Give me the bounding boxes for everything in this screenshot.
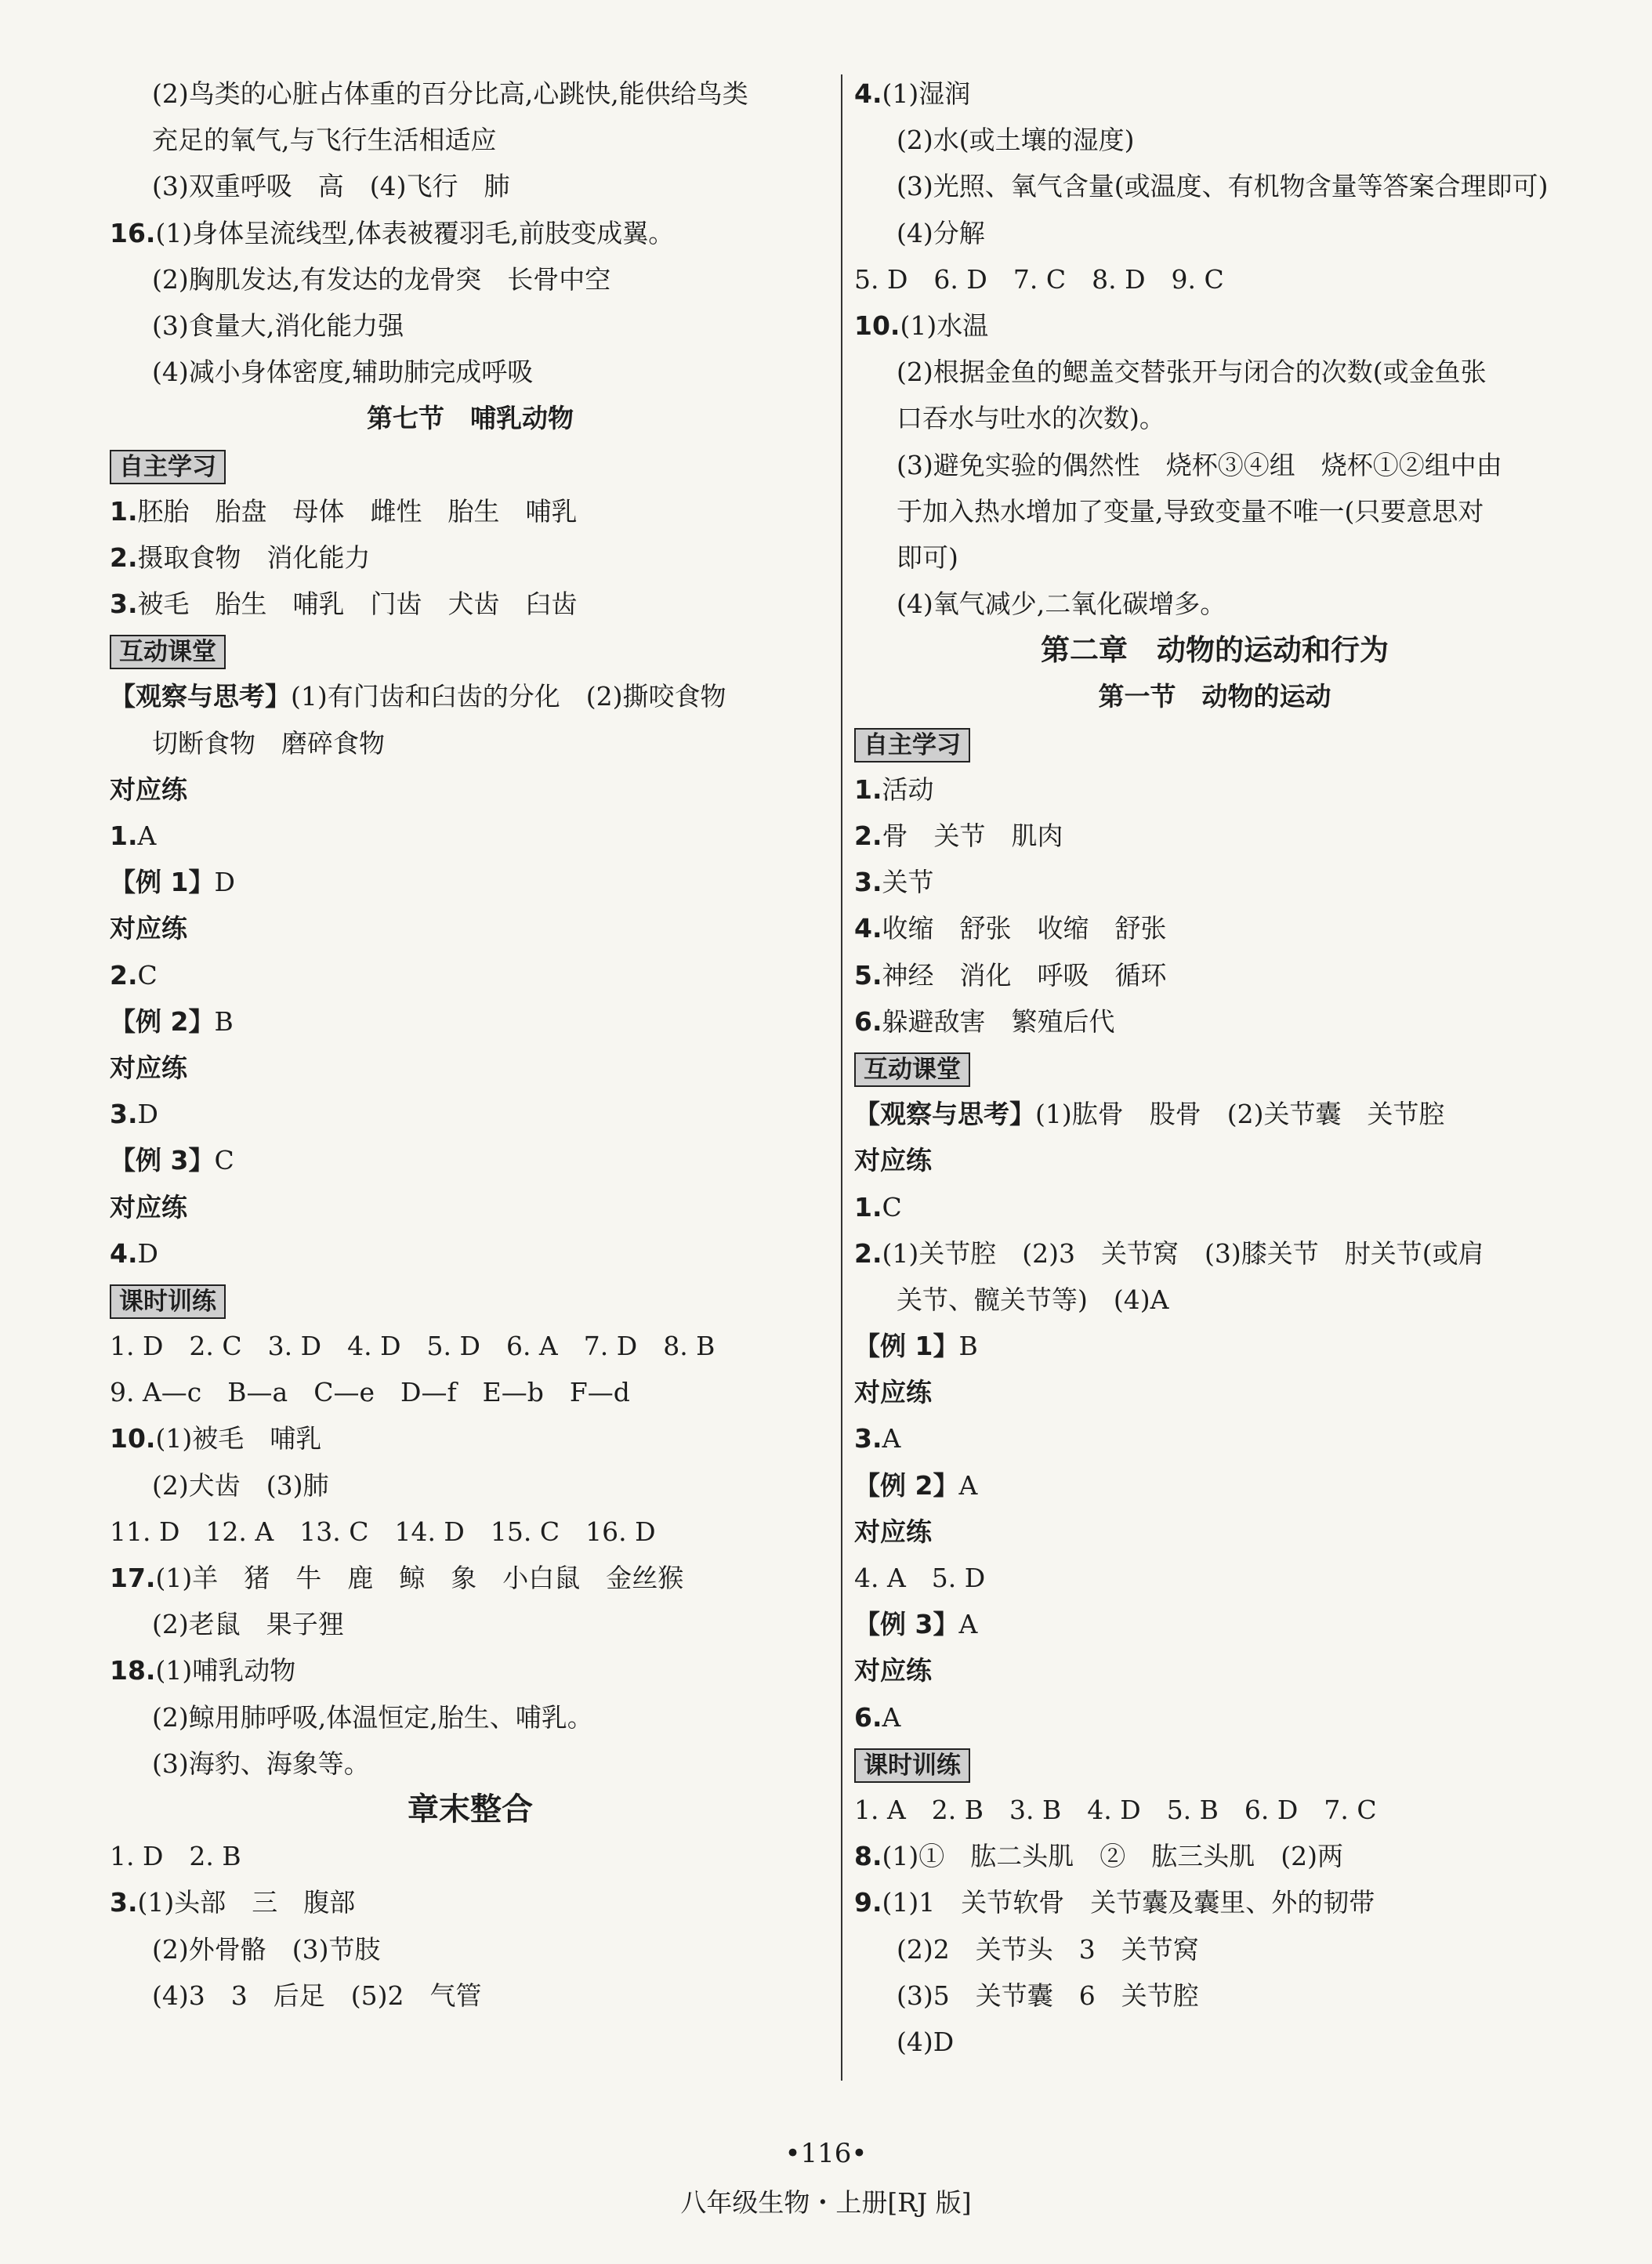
answer-text: 被毛 胎生 哺乳 门齿 犬齿 臼齿 [137,589,578,620]
answer-text: (1)头部 三 腹部 [137,1887,356,1918]
item-number: 1. [854,1191,882,1223]
answer-item [854,952,1575,998]
answer-text: 收缩 舒张 收缩 舒张 [882,913,1167,944]
answer-text: (1)关节腔 (2)3 关节窝 (3)膝关节 肘关节(或肩 [882,1237,1484,1269]
item-number: 18. [110,1655,156,1686]
answer-text: (1)水温 [900,310,989,341]
answer-text: (1)有门齿和臼齿的分化 (2)撕咬食物 [291,681,726,712]
answer-text: D [137,1099,158,1130]
answer-item [110,1230,831,1277]
answer-item [110,1091,831,1137]
item-number: 17. [110,1563,156,1593]
answer-text: A [882,1701,901,1733]
answer-continuation: (2)水(或土壤的湿度) [897,125,1135,156]
left-column [110,71,831,2019]
answer-text: A [958,1469,978,1501]
answer-text: A [137,820,157,851]
answer-row: 1. A 2. B 3. B 4. D 5. B 6. D 7. C [854,1794,1377,1825]
chapter-heading: 第二章 动物的运动和行为 [1041,633,1389,668]
answer-continuation: (2)外骨骼 (3)节肢 [152,1933,381,1965]
answer-item [854,1694,1575,1741]
practice-label: 对应练 [110,1052,187,1083]
section-box-row [110,627,831,673]
book-title: 八年级生物・上册[RJ 版] [680,2187,972,2218]
answer-item [854,1601,1575,1647]
item-number: 【例 1】 [854,1331,959,1362]
right-column [854,71,1575,2065]
answer-item [110,581,831,627]
answer-row: 1. D 2. B [110,1841,241,1872]
section-label-box: 课时训练 [854,1748,970,1783]
item-number: 1. [110,495,138,527]
answer-item [854,1462,1575,1509]
answer-text: A [882,1423,901,1454]
page-number: •116• [784,2138,868,2169]
answer-item [854,302,1575,349]
answer-continuation: (2)根据金鱼的鳃盖交替张开与闭合的次数(或金鱼张 [897,357,1487,388]
item-number: 5. [854,959,882,991]
item-number: 1. [110,820,138,851]
practice-label: 对应练 [110,773,187,805]
answer-continuation: 于加入热水增加了变量,导致变量不唯一(只要意思对 [897,495,1484,527]
answer-row: 5. D 6. D 7. C 8. D 9. C [854,263,1224,295]
answer-text: 活动 [882,773,934,805]
answer-item [854,1230,1575,1277]
answer-item [110,534,831,581]
section-heading: 第七节 哺乳动物 [367,403,574,434]
answer-text: 摄取食物 消化能力 [137,542,371,573]
answer-continuation: (3)避免实验的偶然性 烧杯③④组 烧杯①②组中由 [897,449,1502,480]
item-number: 2. [110,542,138,573]
answer-text: C [882,1191,902,1223]
answer-text: (1)哺乳动物 [155,1655,296,1686]
answer-text: (1)羊 猪 牛 鹿 鲸 象 小白鼠 金丝猴 [155,1563,684,1593]
item-number: 4. [854,913,882,944]
answer-text: D [214,867,235,898]
item-number: 16. [110,217,156,248]
answer-item [854,1184,1575,1230]
practice-label: 对应练 [110,913,187,944]
answer-item [854,998,1575,1045]
answer-item [854,1879,1575,1925]
item-number: 【例 2】 [854,1469,959,1501]
answer-continuation: (3)双重呼吸 高 (4)飞行 肺 [152,171,510,202]
answer-item [110,998,831,1045]
answer-text: C [214,1145,234,1176]
answer-continuation: (4)减小身体密度,辅助肺完成呼吸 [152,357,534,388]
item-number: 3. [854,1423,882,1454]
answer-item [854,766,1575,813]
answer-item [110,488,831,534]
section-box-row [854,1045,1575,1091]
item-number: 2. [110,959,138,991]
item-number: 3. [110,589,138,620]
item-number: 【例 2】 [110,1005,215,1037]
answer-text: 躲避敌害 繁殖后代 [882,1005,1115,1037]
answer-text: (1)身体呈流线型,体表被覆羽毛,前肢变成翼。 [155,217,675,248]
item-number: 【例 3】 [110,1145,215,1176]
answer-item [854,859,1575,905]
answer-row: 1. D 2. C 3. D 4. D 5. D 6. A 7. D 8. B [110,1331,716,1362]
answer-item [110,1555,831,1601]
answer-text: B [214,1005,234,1037]
column-divider [841,74,842,2081]
item-number: 【例 3】 [854,1609,959,1640]
section-box-row [854,720,1575,766]
practice-label: 对应练 [854,1655,932,1686]
item-number: 【观察与思考】 [854,1099,1035,1130]
answer-item [110,1879,831,1925]
answer-item [110,1137,831,1183]
answer-continuation: (2)犬齿 (3)肺 [152,1469,329,1501]
answer-item [854,1091,1575,1137]
section-box-row [110,1277,831,1323]
answer-continuation: (2)老鼠 果子狸 [152,1609,344,1640]
answer-item [854,1833,1575,1879]
answer-text: (1)① 肱二头肌 ② 肱三头肌 (2)两 [882,1841,1343,1872]
item-number: 3. [110,1099,138,1130]
item-number: 10. [854,310,900,341]
answer-row: 9. A—c B—a C—e D—f E—b F—d [110,1377,630,1408]
answer-row: 4. A 5. D [854,1563,986,1593]
answer-continuation: (3)光照、氧气含量(或温度、有机物含量等答案合理即可) [897,171,1549,202]
item-number: 8. [854,1841,882,1872]
section-heading: 第一节 动物的运动 [1098,681,1331,712]
answer-item [110,1415,831,1462]
practice-label: 对应练 [854,1377,932,1408]
item-number: 【观察与思考】 [110,681,291,712]
section-label-box: 互动课堂 [854,1052,970,1087]
answer-continuation: (4)D [897,2026,955,2057]
answer-text: (1)1 关节软骨 关节囊及囊里、外的韧带 [882,1887,1375,1918]
answer-text: 关节 [882,867,934,898]
section-box-row [854,1741,1575,1787]
section-label-box: 自主学习 [110,450,226,484]
practice-label: 对应练 [854,1516,932,1547]
answer-continuation: (4)3 3 后足 (5)2 气管 [152,1980,482,2011]
answer-continuation: (4)分解 [897,217,985,248]
practice-label: 对应练 [854,1145,932,1176]
answer-text: D [137,1237,158,1269]
answer-item [110,813,831,859]
section-label-box: 课时训练 [110,1284,226,1319]
answer-item [110,1647,831,1693]
answer-text: A [958,1609,978,1640]
answer-item [110,210,831,256]
answer-text: B [958,1331,978,1362]
answer-continuation: (2)鸟类的心脏占体重的百分比高,心跳快,能供给鸟类 [152,78,748,109]
answer-row: 11. D 12. A 13. C 14. D 15. C 16. D [110,1516,656,1547]
item-number: 2. [854,1237,882,1269]
item-number: 9. [854,1887,882,1918]
item-number: 4. [110,1237,138,1269]
answer-item [854,1415,1575,1462]
chapter-summary-heading: 章末整合 [408,1791,533,1828]
answer-item [110,859,831,905]
answer-continuation: 口吞水与吐水的次数)。 [897,403,1165,434]
answer-continuation: (3)食量大,消化能力强 [152,310,404,341]
answer-text: 胚胎 胎盘 母体 雌性 胎生 哺乳 [137,495,578,527]
item-number: 【例 1】 [110,867,215,898]
answer-continuation: 关节、髋关节等) (4)A [897,1284,1169,1315]
answer-item [854,1323,1575,1369]
answer-continuation: (2)胸肌发达,有发达的龙骨突 长骨中空 [152,263,611,295]
answer-item [854,813,1575,859]
answer-item [854,71,1575,117]
answer-text: C [137,959,158,991]
answer-text: (1)肱骨 股骨 (2)关节囊 关节腔 [1035,1099,1445,1130]
item-number: 1. [854,773,882,805]
item-number: 2. [854,820,882,851]
answer-continuation: 即可) [897,542,958,573]
item-number: 6. [854,1701,882,1733]
answer-item [110,673,831,719]
answer-item [110,952,831,998]
answer-item [854,905,1575,951]
answer-continuation: (2)2 关节头 3 关节窝 [897,1933,1199,1965]
answer-continuation: 切断食物 磨碎食物 [152,727,385,759]
answer-continuation: (2)鲸用肺呼吸,体温恒定,胎生、哺乳。 [152,1701,593,1733]
item-number: 4. [854,78,882,109]
answer-text: 骨 关节 肌肉 [882,820,1063,851]
answer-text: (1)被毛 哺乳 [155,1423,322,1454]
item-number: 6. [854,1005,882,1037]
item-number: 3. [854,867,882,898]
section-label-box: 互动课堂 [110,635,226,669]
answer-continuation: 充足的氧气,与飞行生活相适应 [152,125,497,156]
section-label-box: 自主学习 [854,728,970,763]
item-number: 10. [110,1423,156,1454]
item-number: 3. [110,1887,138,1918]
practice-label: 对应练 [110,1191,187,1223]
answer-continuation: (3)5 关节囊 6 关节腔 [897,1980,1199,2011]
answer-text: 神经 消化 呼吸 循环 [882,959,1167,991]
answer-continuation: (4)氧气减少,二氧化碳增多。 [897,589,1226,620]
section-box-row [110,442,831,488]
answer-text: (1)湿润 [882,78,971,109]
answer-continuation: (3)海豹、海象等。 [152,1748,370,1779]
